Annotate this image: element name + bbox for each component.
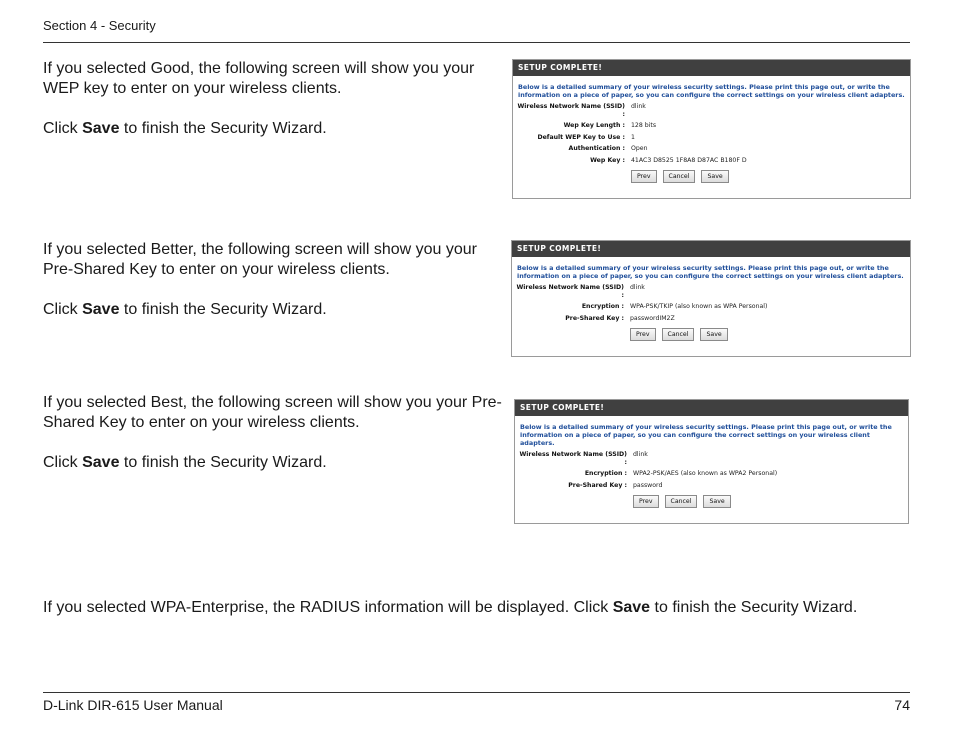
row-pre-shared-key: Pre-Shared Key : password (568, 481, 663, 489)
footer-rule (43, 692, 910, 693)
row-ssid: Wireless Network Name (SSID) : dlink (519, 451, 648, 466)
row-default-wep-key: Default WEP Key to Use : 1 (537, 133, 635, 141)
best-setup-screenshot (514, 399, 909, 524)
panel-title: SETUP COMPLETE! (512, 241, 910, 257)
manual-title: D-Link DIR-615 User Manual (43, 697, 223, 713)
better-instructions (43, 240, 503, 320)
better-click-line: Click Save to finish the Security Wizard. (43, 301, 327, 318)
better-intro: If you selected Better, the following screen will show you your Pre-Shared Key to enter on your wireless clients. (43, 241, 477, 278)
best-click-line: Click Save to finish the Security Wizard. (43, 454, 327, 471)
header-rule (43, 42, 910, 43)
panel-title: SETUP COMPLETE! (513, 60, 910, 76)
better-setup-screenshot (511, 240, 911, 357)
good-click-line: Click Save to finish the Security Wizard. (43, 120, 327, 137)
row-authentication: Authentication : Open (568, 145, 648, 152)
row-wep-key-length: Wep Key Length : 128 bits (563, 122, 657, 129)
enterprise-instructions: If you selected WPA-Enterprise, the RADIUS information will be displayed. Click Save to finish the Security Wizard. (43, 599, 858, 616)
row-ssid: Wireless Network Name (SSID) : dlink (517, 103, 646, 118)
panel-description: Below is a detailed summary of your wireless security settings. Please print this page out, or write the information on a piece of paper, so you can configure the correct settings on your wireless client adapters. (517, 264, 904, 280)
cancel-button[interactable]: Cancel (662, 328, 695, 341)
page-number: 74 (894, 697, 910, 713)
prev-button[interactable]: Prev (631, 170, 657, 183)
save-button[interactable]: Save (701, 170, 728, 183)
row-wep-key: Wep Key : 41AC3 D8525 1F8A8 D87AC B180F D (590, 156, 747, 164)
panel-title: SETUP COMPLETE! (515, 400, 908, 416)
row-encryption: Encryption : WPA-PSK/TKIP (also known as WPA Personal) (581, 303, 768, 310)
good-intro: If you selected Good, the following screen will show you your WEP key to enter on your wireless clients. (43, 60, 475, 97)
good-setup-screenshot (512, 59, 911, 199)
panel-description: Below is a detailed summary of your wireless security settings. Please print this page out, or write the information on a piece of paper, so you can configure the correct settings on your wireless client adapters. (518, 83, 905, 99)
best-instructions (43, 393, 503, 473)
panel-description: Below is a detailed summary of your wireless security settings. Please print this page out, or write the information on a piece of paper, so you can configure the correct settings on your wireless client adapters. (520, 423, 892, 447)
row-ssid: Wireless Network Name (SSID) : dlink (516, 284, 645, 299)
save-button[interactable]: Save (700, 328, 727, 341)
row-encryption: Encryption : WPA2-PSK/AES (also known as WPA2 Personal) (584, 470, 778, 477)
cancel-button[interactable]: Cancel (665, 495, 698, 508)
section-title: Section 4 - Security (43, 18, 156, 33)
prev-button[interactable]: Prev (633, 495, 659, 508)
best-intro: If you selected Best, the following screen will show you your Pre-Shared Key to enter on your wireless clients. (43, 394, 502, 431)
save-button[interactable]: Save (703, 495, 730, 508)
prev-button[interactable]: Prev (630, 328, 656, 341)
row-pre-shared-key: Pre-Shared Key : passwordIM2Z (565, 314, 675, 322)
cancel-button[interactable]: Cancel (663, 170, 696, 183)
good-instructions (43, 59, 503, 139)
